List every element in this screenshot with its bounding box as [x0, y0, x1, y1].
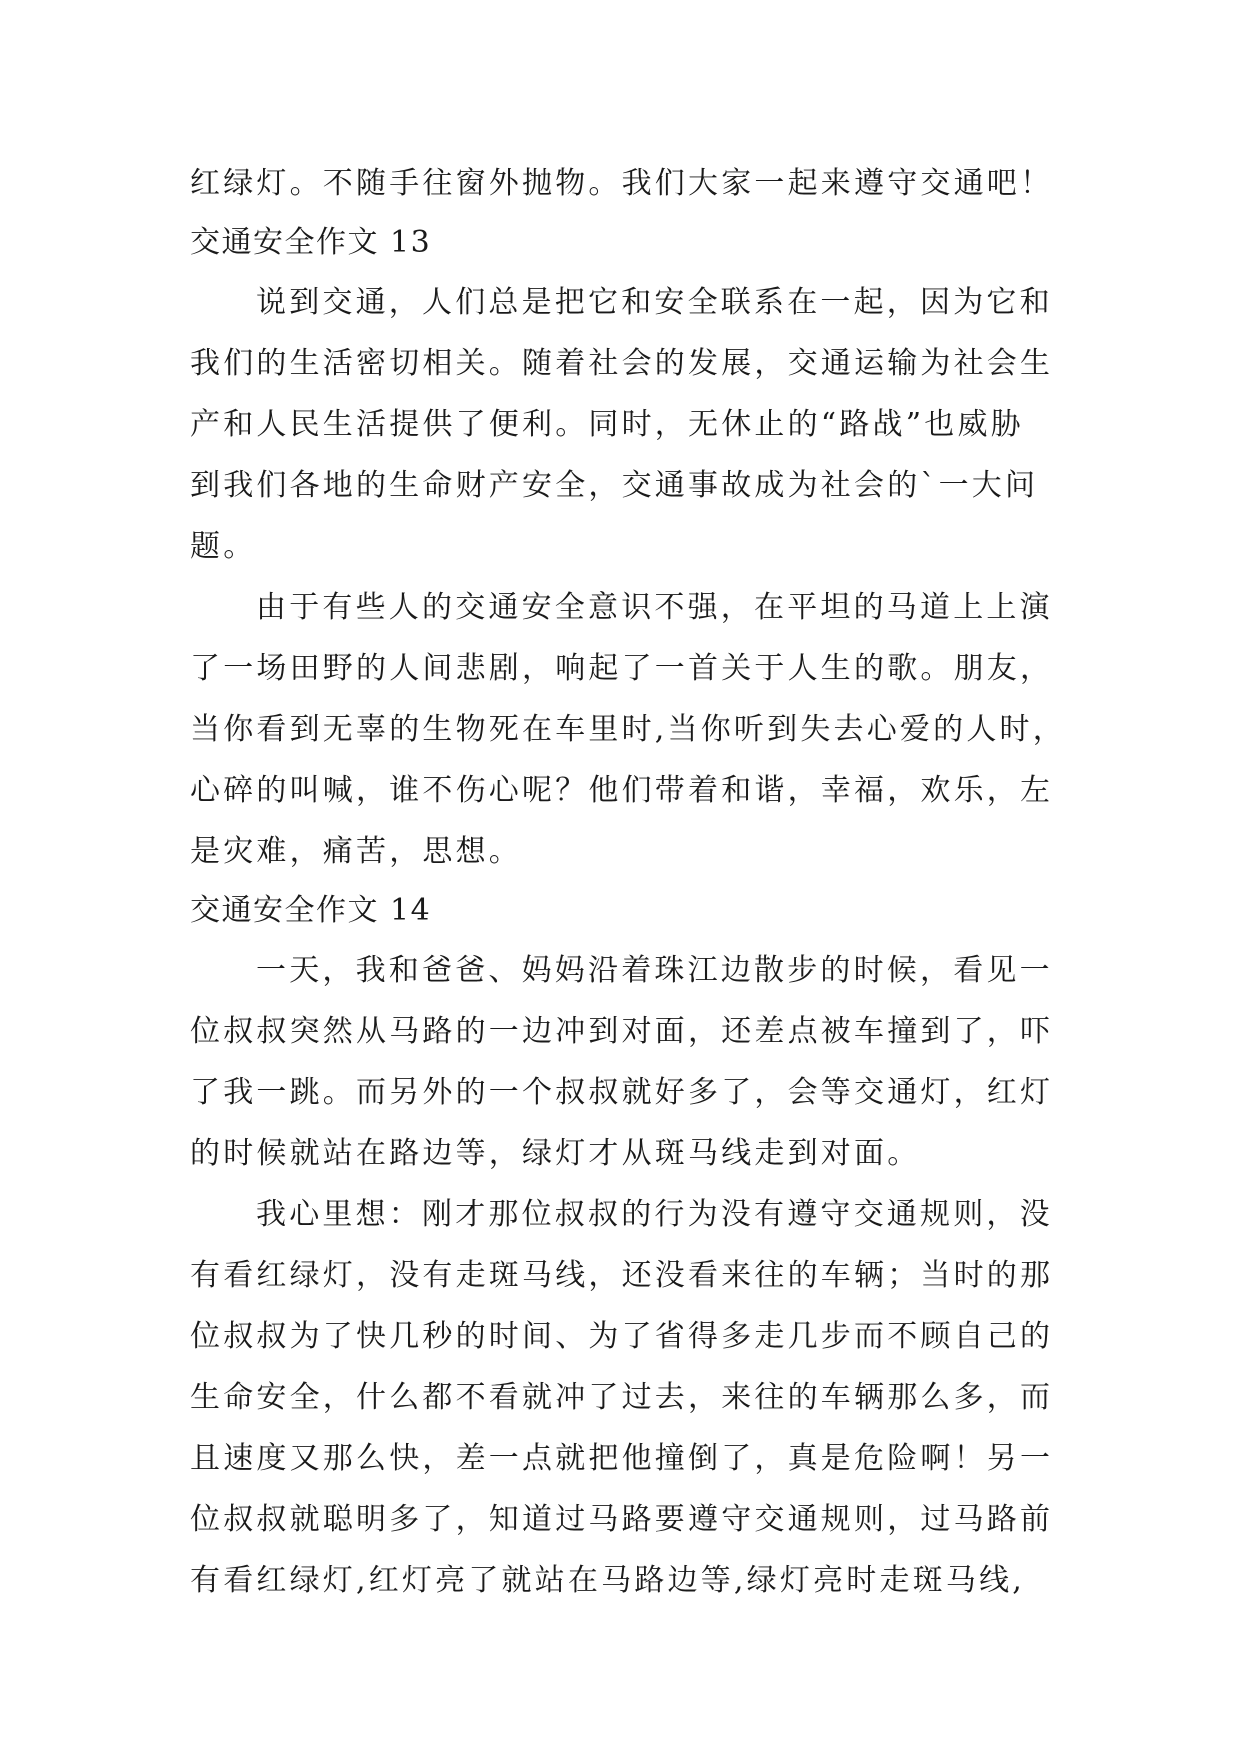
text-line: 产和人民生活提供了便利。同时，无休止的“路战”也威胁 — [190, 407, 1024, 442]
text-line: 的时候就站在路边等，绿灯才从斑马线走到对面。 — [190, 1136, 921, 1171]
text-line: 了我一跳。而另外的一个叔叔就好多了，会等交通灯，红灯 — [190, 1075, 1054, 1110]
paragraph-first-line: 由于有些人的交通安全意识不强，在平坦的马道上上演 — [256, 590, 1053, 625]
paragraph-first-line: 一天，我和爸爸、妈妈沿着珠江边散步的时候，看见一 — [256, 953, 1053, 988]
text-line: 生命安全，什么都不看就冲了过去，来往的车辆那么多，而 — [190, 1380, 1054, 1415]
section-heading: 交通安全作文 13 — [190, 225, 432, 260]
text-line: 有看红绿灯,红灯亮了就站在马路边等,绿灯亮时走斑马线, — [190, 1563, 1026, 1598]
text-line: 是灾难，痛苦，思想。 — [190, 834, 522, 869]
text-line: 心碎的叫喊，谁不伤心呢？他们带着和谐，幸福，欢乐，左 — [190, 773, 1054, 808]
paragraph-first-line: 说到交通，人们总是把它和安全联系在一起，因为它和 — [256, 285, 1053, 320]
document-body — [190, 153, 1070, 1611]
text-line: 位叔叔就聪明多了，知道过马路要遵守交通规则，过马路前 — [190, 1502, 1054, 1537]
text-line: 到我们各地的生命财产安全，交通事故成为社会的`一大问 — [190, 468, 1039, 503]
paragraph-first-line: 我心里想：刚才那位叔叔的行为没有遵守交通规则，没 — [256, 1197, 1053, 1232]
text-line: 且速度又那么快，差一点就把他撞倒了，真是危险啊！另一 — [190, 1441, 1054, 1476]
text-line: 当你看到无辜的生物死在车里时,当你听到失去心爱的人时， — [190, 712, 1066, 747]
text-line: 有看红绿灯，没有走斑马线，还没看来往的车辆；当时的那 — [190, 1258, 1054, 1293]
section-heading: 交通安全作文 14 — [190, 893, 432, 928]
text-line: 位叔叔突然从马路的一边冲到对面，还差点被车撞到了，吓 — [190, 1014, 1054, 1049]
text-line: 位叔叔为了快几秒的时间、为了省得多走几步而不顾自己的 — [190, 1319, 1054, 1354]
text-line: 了一场田野的人间悲剧，响起了一首关于人生的歌。朋友， — [190, 651, 1054, 686]
text-line: 我们的生活密切相关。随着社会的发展，交通运输为社会生 — [190, 346, 1054, 381]
text-line: 红绿灯。不随手往窗外抛物。我们大家一起来遵守交通吧！ — [190, 166, 1054, 201]
text-line: 题。 — [190, 529, 257, 564]
